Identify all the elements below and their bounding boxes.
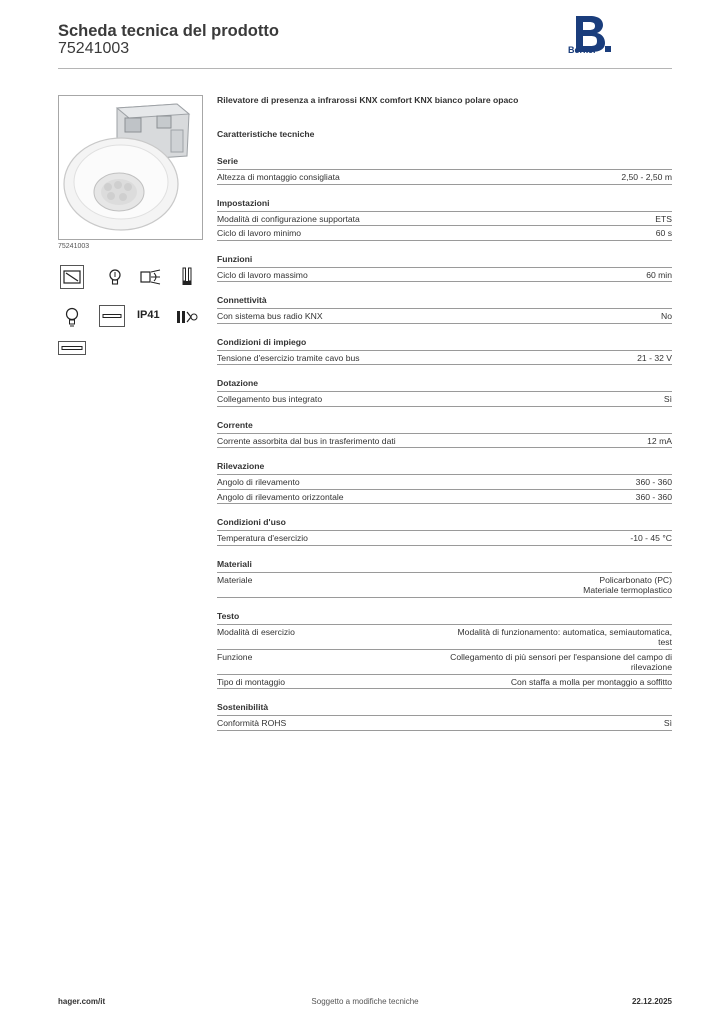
- technical-specs: [217, 94, 672, 731]
- spec-label: Modalità di configurazione supportata: [217, 213, 360, 224]
- spec-section: [217, 611, 672, 690]
- spec-section: [217, 517, 672, 546]
- section-title: Testo: [217, 611, 672, 625]
- spec-value: 360 - 360: [635, 477, 672, 487]
- spec-value: 2,50 - 2,50 m: [621, 172, 672, 182]
- page-footer: [58, 997, 672, 1009]
- spec-row: [217, 475, 672, 490]
- spec-section: [217, 461, 672, 504]
- flush-mount-icon: [99, 305, 125, 327]
- section-title: Corrente: [217, 420, 672, 434]
- page-header: [58, 22, 672, 69]
- spec-label: Tensione d'esercizio tramite cavo bus: [217, 352, 360, 363]
- ip-rating-label: IP41: [137, 309, 160, 321]
- tech-specs-heading: Caratteristiche tecniche: [217, 129, 315, 139]
- spec-row: [217, 434, 672, 449]
- spec-section: [217, 295, 672, 324]
- spec-section: [217, 156, 672, 185]
- product-image: [58, 95, 203, 240]
- spec-row: [217, 675, 672, 690]
- spec-section: [217, 702, 672, 731]
- spec-value: Collegamento di più sensori per l'espansione del campo di rilevazione: [450, 651, 672, 672]
- section-title: Connettività: [217, 295, 672, 309]
- product-number: 75241003: [58, 40, 130, 57]
- presence-detector-image: [59, 96, 202, 239]
- spec-value: Sì: [663, 394, 672, 404]
- spec-row: [217, 212, 672, 227]
- spec-row: [217, 490, 672, 505]
- spec-value: -10 - 45 °C: [630, 533, 672, 543]
- spec-row: [217, 170, 672, 185]
- spec-row: [217, 351, 672, 366]
- spec-section: [217, 420, 672, 449]
- motion-detector-icon: [139, 265, 163, 289]
- section-title: Dotazione: [217, 378, 672, 392]
- spec-label: Corrente assorbita dal bus in trasferimento dati: [217, 435, 396, 446]
- spec-section: [217, 559, 672, 598]
- section-title: Materiali: [217, 559, 672, 573]
- spec-value: No: [661, 311, 672, 321]
- bulb-icon: [60, 305, 84, 329]
- spec-row: [217, 226, 672, 241]
- footer-website[interactable]: hager.com/it: [58, 997, 106, 1006]
- spec-section: [217, 254, 672, 283]
- spec-row: [217, 392, 672, 407]
- spec-label: Temperatura d'esercizio: [217, 533, 308, 543]
- spec-label: Collegamento bus integrato: [217, 394, 323, 404]
- ip-rating-icon: [135, 305, 163, 327]
- section-title: Rilevazione: [217, 461, 672, 475]
- ceiling-mount-icon: [58, 341, 86, 355]
- section-title: Serie: [217, 156, 672, 170]
- fluorescent-lamp-icon: [175, 265, 199, 289]
- section-title: Impostazioni: [217, 198, 672, 212]
- spec-row: [217, 531, 672, 546]
- spec-label: Con sistema bus radio KNX: [217, 311, 323, 321]
- spec-label: Angolo di rilevamento: [217, 477, 300, 487]
- spec-value: Policarbonato (PC) Materiale termoplastico: [583, 574, 672, 595]
- spec-label: Ciclo di lavoro massimo: [217, 269, 308, 280]
- spec-value: 60 s: [655, 228, 672, 238]
- footer-disclaimer: Soggetto a modifiche tecniche: [311, 997, 419, 1006]
- spec-section: [217, 337, 672, 366]
- spec-label: Modalità di esercizio: [217, 626, 295, 637]
- image-caption: 75241003: [58, 243, 90, 250]
- bus-device-icon: [175, 305, 199, 329]
- spec-label: Funzione: [217, 651, 253, 662]
- spec-row: [217, 650, 672, 675]
- spec-value: Sì: [663, 718, 672, 728]
- spec-label: Ciclo di lavoro minimo: [217, 228, 302, 238]
- surface-mount-icon: [60, 265, 84, 289]
- spec-value: 12 mA: [647, 435, 672, 446]
- spec-row: [217, 309, 672, 324]
- spec-row: [217, 573, 672, 598]
- spec-value: 60 min: [646, 269, 672, 280]
- spec-value: 360 - 360: [635, 491, 672, 502]
- spec-row: [217, 716, 672, 731]
- spec-value: Con staffa a molla per montaggio a soffitto: [510, 676, 672, 687]
- brand-name: Berker: [568, 45, 597, 55]
- section-title: Condizioni d'uso: [217, 517, 672, 531]
- section-title: Sostenibilità: [217, 702, 672, 716]
- spec-value: ETS: [655, 213, 672, 224]
- section-title: Funzioni: [217, 254, 672, 268]
- spec-sections: [217, 156, 672, 731]
- spec-label: Tipo di montaggio: [217, 676, 285, 687]
- spec-label: Altezza di montaggio consigliata: [217, 172, 340, 182]
- product-title: Rilevatore di presenza a infrarossi KNX comfort KNX bianco polare opaco: [217, 95, 519, 105]
- spec-section: [217, 198, 672, 241]
- spec-label: Conformità ROHS: [217, 718, 287, 728]
- lamp-sensor-icon: [103, 265, 127, 289]
- spec-value: 21 - 32 V: [637, 352, 672, 363]
- document-title: Scheda tecnica del prodotto: [58, 22, 279, 40]
- spec-label: Materiale: [217, 574, 253, 585]
- spec-label: Angolo di rilevamento orizzontale: [217, 491, 344, 502]
- footer-date: 22.12.2025: [631, 997, 672, 1006]
- spec-row: [217, 625, 672, 650]
- spec-row: [217, 268, 672, 283]
- section-title: Condizioni di impiego: [217, 337, 672, 351]
- spec-section: [217, 378, 672, 407]
- spec-value: Modalità di funzionamento: automatica, semiautomatica, test: [457, 626, 672, 647]
